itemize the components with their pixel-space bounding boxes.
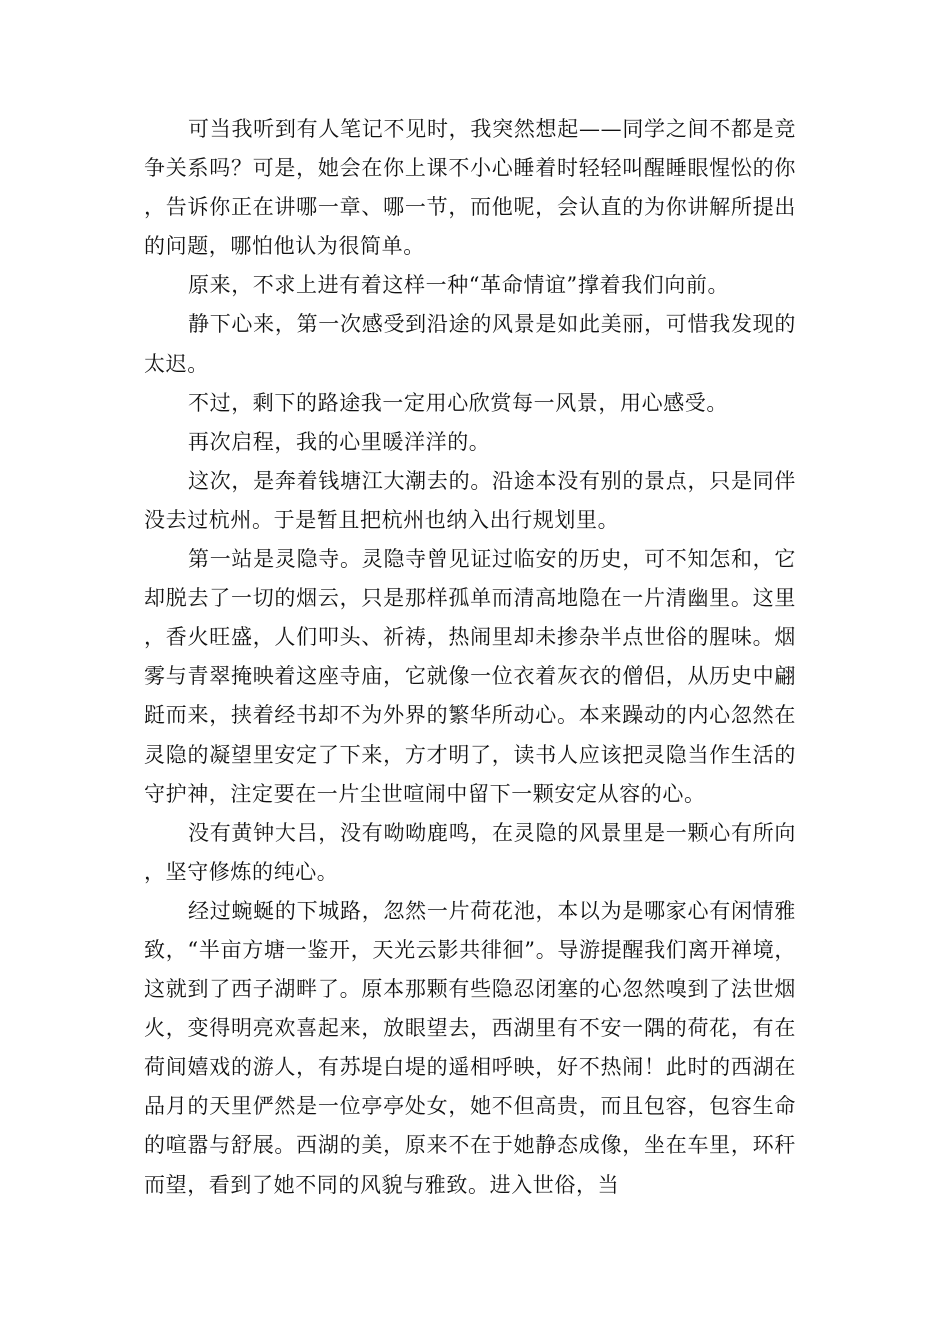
paragraph: 没有黄钟大吕，没有呦呦鹿鸣，在灵隐的风景里是一颗心有所向，坚守修炼的纯心。 — [144, 820, 796, 884]
paragraph: 这次，是奔着钱塘江大潮去的。沿途本没有别的景点，只是同伴没去过杭州。于是暂且把杭州也纳入出行规划里。 — [144, 468, 796, 532]
paragraph: 静下心来，第一次感受到沿途的风景是如此美丽，可惜我发现的太迟。 — [144, 312, 796, 376]
paragraph: 第一站是灵隐寺。灵隐寺曾见证过临安的历史，可不知怎和，它却脱去了一切的烟云，只是那样孤单而清高地隐在一片清幽里。这里，香火旺盛，人们叩头、祈祷，热闹里却未掺杂半点世俗的腥味。烟雾与青翠掩映着这座寺庙，它就像一位衣着灰衣的僧侣，从历史中翩跹而来，挟着经书却不为外界的繁华所动心。本来躁动的内心忽然在灵隐的凝望里安定了下来，方才明了，读书人应该把灵隐当作生活的守护神，注定要在一片尘世喧闹中留下一颗安定从容的心。 — [144, 547, 796, 806]
paragraph: 原来，不求上进有着这样一种“革命情谊”撑着我们向前。 — [188, 273, 730, 298]
document-body — [144, 110, 796, 1205]
paragraph: 可当我听到有人笔记不见时，我突然想起——同学之间不都是竞争关系吗？可是，她会在你上课不小心睡着时轻轻叫醒睡眼惺忪的你，告诉你正在讲哪一章、哪一节，而他呢，会认直的为你讲解所提出的问题，哪怕他认为很简单。 — [144, 117, 796, 259]
paragraph: 再次启程，我的心里暖洋洋的。 — [188, 429, 491, 454]
paragraph: 经过蜿蜒的下城路，忽然一片荷花池，本以为是哪家心有闲情雅致，“半亩方塘一鉴开，天光云影共徘徊”。导游提醒我们离开禅境，这就到了西子湖畔了。原本那颗有些隐忍闭塞的心忽然嗅到了法世烟火，变得明亮欢喜起来，放眼望去，西湖里有不安一隅的荷花，有在荷间嬉戏的游人，有苏堤白堤的遥相呼映，好不热闹！此时的西湖在品月的天里俨然是一位亭亭处女，她不但高贵，而且包容，包容生命的喧嚣与舒展。西湖的美，原来不在于她静态成像，坐在车里，环秆而望，看到了她不同的风貌与雅致。进入世俗，当 — [144, 898, 796, 1197]
paragraph: 不过，剩下的路途我一定用心欣赏每一风景，用心感受。 — [188, 390, 728, 415]
